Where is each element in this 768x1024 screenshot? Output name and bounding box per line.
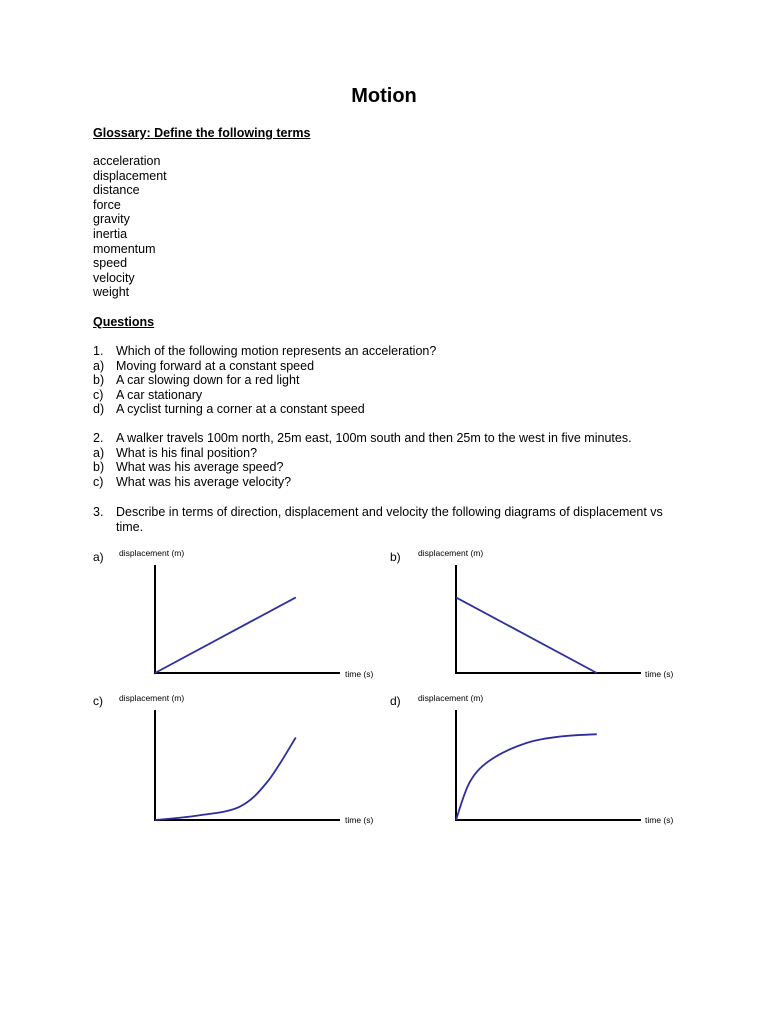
question-text: Which of the following motion represents an acceleration? — [116, 344, 437, 358]
option-text: A car slowing down for a red light — [116, 373, 300, 388]
question-number: 3. — [93, 505, 104, 519]
series-line — [456, 597, 597, 673]
questions-heading: Questions — [93, 315, 155, 329]
option-text: A car stationary — [116, 387, 203, 402]
option-label: b) — [93, 460, 105, 475]
option-label: b) — [93, 373, 105, 388]
graph-b-label: b) — [390, 550, 401, 564]
option-text: Moving forward at a constant speed — [116, 358, 315, 373]
option-label: d) — [93, 402, 105, 417]
option-label: a) — [93, 358, 105, 373]
x-axis-label: time (s) — [645, 815, 674, 825]
series-line — [155, 597, 296, 673]
glossary-term: force — [93, 197, 121, 212]
glossary-term: weight — [93, 285, 130, 300]
glossary-term: displacement — [93, 168, 167, 183]
glossary-term: distance — [93, 183, 140, 198]
glossary-term: speed — [93, 256, 128, 271]
option-text: What is his final position? — [116, 445, 258, 460]
x-axis-label: time (s) — [645, 669, 674, 679]
y-axis-label: displacement (m) — [119, 548, 185, 558]
page-title: Motion — [351, 85, 417, 107]
graph-c-label: c) — [93, 694, 103, 708]
series-line — [456, 734, 597, 820]
option-label: c) — [93, 387, 104, 402]
x-axis-label: time (s) — [345, 669, 374, 679]
question-number: 1. — [93, 344, 104, 358]
y-axis-label: displacement (m) — [418, 693, 484, 703]
glossary-term: gravity — [93, 212, 130, 227]
glossary-term: velocity — [93, 270, 135, 285]
y-axis-label: displacement (m) — [418, 548, 484, 558]
x-axis-label: time (s) — [345, 815, 374, 825]
graph-a-label: a) — [93, 550, 104, 564]
option-text: What was his average speed? — [116, 460, 284, 475]
y-axis-label: displacement (m) — [119, 693, 185, 703]
graph-d — [418, 693, 674, 825]
graph-b — [418, 548, 674, 679]
series-line — [155, 738, 296, 821]
option-text: What was his average velocity? — [116, 474, 292, 489]
graph-c — [119, 693, 374, 825]
question-number: 2. — [93, 431, 104, 445]
question-text: A walker travels 100m north, 25m east, 100m south and then 25m to the west in five minutes. — [116, 431, 632, 445]
glossary-term: acceleration — [93, 154, 161, 168]
graph-a — [119, 548, 374, 679]
glossary-term: inertia — [93, 226, 128, 241]
option-label: c) — [93, 474, 104, 489]
glossary-term: momentum — [93, 241, 156, 256]
glossary-heading: Glossary: Define the following terms — [93, 126, 311, 140]
option-label: a) — [93, 445, 105, 460]
question-text: Describe in terms of direction, displacement and velocity the following diagrams of displacement vs time. — [116, 505, 663, 534]
option-text: A cyclist turning a corner at a constant speed — [116, 402, 365, 417]
graph-d-label: d) — [390, 694, 401, 708]
